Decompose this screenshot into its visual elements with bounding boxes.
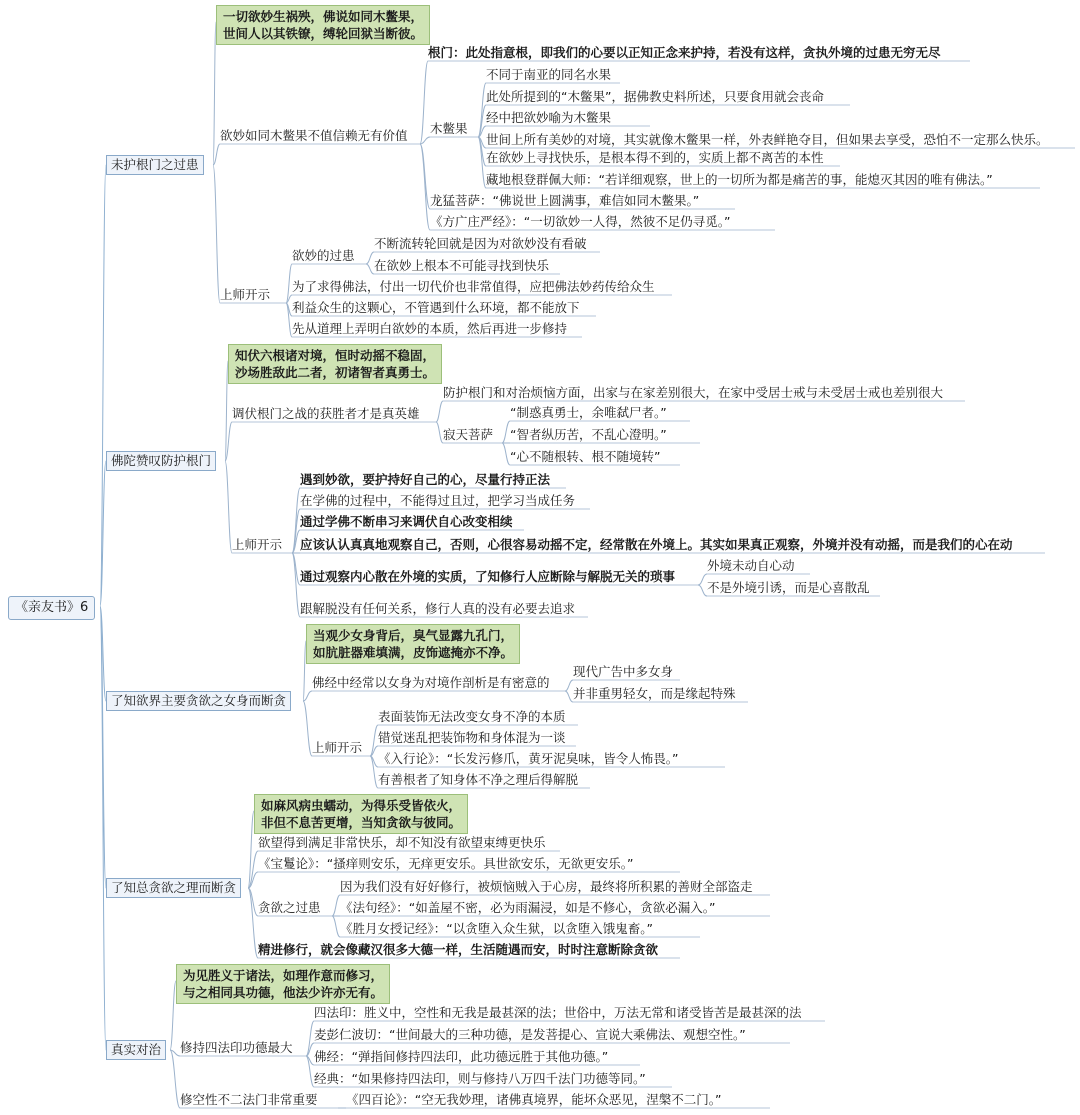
verse-block <box>216 5 430 45</box>
verse-line: 如麻风病虫蠕动，为得乐受皆依火， <box>261 798 462 813</box>
node-text[interactable]: 并非重男轻女，而是缘起特殊 <box>573 686 736 701</box>
connector-line <box>420 144 430 230</box>
node-text[interactable]: 应该认认真真地观察自己，否则，心很容易动摇不定，经常散在外境上。其实如果真正观察，外境并没有动摇，而是我们的心在动 <box>300 537 1013 552</box>
branch-label[interactable]: 上师开示 <box>312 740 363 755</box>
connector-line <box>248 851 258 888</box>
verse-line: 一切欲妙生祸殃，佛说如同木鳖果， <box>223 9 424 24</box>
verse-line: 为见胜义于诸法，如理作意而修习， <box>183 968 384 983</box>
node-text[interactable]: 因为我们没有好好修行，被烦恼贼入于心房，最终将所积累的善财全部盗走 <box>340 879 753 894</box>
node-text[interactable]: 不断流转轮回就是因为对欲妙没有看破 <box>374 236 587 251</box>
branch-label[interactable]: 寂天菩萨 <box>443 427 494 442</box>
branch-label[interactable]: 贪欲之过患 <box>258 900 321 915</box>
connector-line <box>478 137 486 188</box>
connector-line <box>366 252 374 264</box>
verse-line: 与之相同具功德，他法少许亦无有。 <box>183 985 384 1000</box>
connector-line <box>366 264 374 274</box>
node-text[interactable]: 精进修行，就会像藏汉很多大德一样，生活随遇而安，时时注意断除贪欲 <box>258 942 659 957</box>
topic-true-antidote[interactable]: 真实对治 <box>106 1040 166 1060</box>
topic-unprotected-gates[interactable]: 未护根门之过患 <box>106 155 204 175</box>
verse-block <box>306 624 520 664</box>
connector-line <box>332 916 340 937</box>
connector-line <box>170 1050 180 1108</box>
connector-line <box>698 585 707 596</box>
root-node[interactable]: 《亲友书》6 <box>8 596 95 620</box>
node-text[interactable]: 外境未动自心动 <box>707 558 795 573</box>
branch-label[interactable]: 木鳖果 <box>430 121 468 136</box>
verse-line: 如肮脏器难填满，皮饰遮掩亦不净。 <box>313 645 514 660</box>
connector-line <box>420 61 428 144</box>
node-text[interactable]: 根门：此处指意根，即我们的心要以正知正念来护持，若没有这样，贪执外境的过患无穷无尽 <box>428 45 941 60</box>
node-text[interactable]: 《胜月女授记经》：“以贪堕入众生狱，以贪堕入饿鬼畜。” <box>340 921 653 936</box>
node-text[interactable]: 龙猛菩萨：“佛说世上圆满事，难信如同木鳖果。” <box>430 193 700 208</box>
connector-line <box>303 701 312 756</box>
node-text[interactable]: 藏地根登群佩大师：“若详细观察，世上的一切所为都是痛苦的事，能熄灭其因的唯有佛法。” <box>486 172 993 187</box>
connector-line <box>698 574 707 585</box>
node-text[interactable]: 《入行论》：“长发污修爪，黄牙泥臭味，皆令人怖畏。” <box>378 751 679 766</box>
node-text[interactable]: 遇到妙欲，要护持好自己的心，尽量行持正法 <box>300 472 551 487</box>
node-text[interactable]: 现代广告中多女身 <box>573 664 674 679</box>
node-text[interactable]: 在欲妙上根本不可能寻找到快乐 <box>374 258 550 273</box>
branch-label[interactable]: 欲妙如同木鳖果不值信赖无有价值 <box>220 128 408 143</box>
connector-line <box>248 888 258 958</box>
branch-label[interactable]: 上师开示 <box>232 537 283 552</box>
verse-line: 知伏六根诸对境，恒时动摇不稳固， <box>235 348 436 363</box>
node-text[interactable]: 经典：“如果修持四法印，则与修持八万四千法门功德等同。” <box>314 1071 646 1086</box>
node-text[interactable]: 《宝鬘论》：“搔痒则安乐，无痒更安乐。具世欲安乐，无欲更安乐。” <box>258 856 634 871</box>
node-text[interactable]: 经中把欲妙喻为木鳖果 <box>486 110 612 125</box>
connector-line <box>225 461 232 553</box>
verse-line: 非但不息苦更增，当知贪欲与彼同。 <box>261 815 462 830</box>
connector-line <box>332 895 340 916</box>
verse-block <box>176 964 390 1004</box>
node-text[interactable]: 利益众生的这颗心，不管遇到什么环境，都不能放下 <box>292 300 580 315</box>
verse-block <box>254 794 468 834</box>
node-text[interactable]: 《法句经》：“如盖屋不密，必为雨漏浸，如是不修心，贪欲必漏入。” <box>340 900 716 915</box>
connector-line <box>213 165 220 303</box>
branch-label[interactable]: 佛经中经常以女身为对境作剖析是有密意的 <box>312 675 550 690</box>
node-text[interactable]: 在学佛的过程中，不能得过且过，把学习当成任务 <box>300 493 576 508</box>
verse-line: 世间人以其铁镣，缚轮回狱当断彼。 <box>223 26 424 41</box>
node-text[interactable]: 《方广庄严经》：“一切欲妙一人得，然彼不足仍寻觅。” <box>430 214 731 229</box>
node-text[interactable]: 错觉迷乱把装饰物和身体混为一谈 <box>378 730 566 745</box>
node-text[interactable]: 不同于南亚的同名水果 <box>486 67 612 82</box>
connector-line <box>565 691 573 702</box>
node-text[interactable]: 防护根门和对治烦恼方面，出家与在家差别很大，在家中受居士戒与未受居士戒也差别很大 <box>443 385 944 400</box>
node-text[interactable]: 先从道理上弄明白欲妙的本质，然后再进一步修持 <box>292 321 568 336</box>
connector-line <box>502 421 510 443</box>
branch-label[interactable]: 修持四法印功德最大 <box>180 1040 293 1055</box>
connector-line <box>436 422 443 443</box>
node-text[interactable]: 不是外境引诱，而是心喜散乱 <box>707 580 870 595</box>
node-text[interactable]: 通过观察内心散在外境的实质，了知修行人应断除与解脱无关的琐事 <box>300 569 676 584</box>
node-text[interactable]: “智者纵历苦，不乱心澄明。” <box>510 427 667 442</box>
node-text[interactable]: 为了求得佛法，付出一切代价也非常值得，应把佛法妙药传给众生 <box>292 279 655 294</box>
branch-label[interactable]: 修空性不二法门非常重要 <box>180 1092 318 1107</box>
node-text[interactable]: 麦彭仁波切：“世间最大的三种功德，是发菩提心、宣说大乘佛法、观想空性。” <box>314 1027 746 1042</box>
connector-line <box>565 680 573 691</box>
connector-line <box>502 443 510 465</box>
branch-label[interactable]: 欲妙的过患 <box>292 248 355 263</box>
node-text[interactable]: “心不随根转、根不随境转” <box>510 449 661 464</box>
verse-block <box>228 344 442 384</box>
node-text[interactable]: 有善根者了知身体不净之理后得解脱 <box>378 772 579 787</box>
node-text[interactable]: 世间上所有美妙的对境，其实就像木鳖果一样，外表鲜艳夺目，但如果去享受，恐怕不一定那么快乐。 <box>486 132 1049 147</box>
node-text[interactable]: 表面装饰无法改变女身不净的本质 <box>378 709 566 724</box>
node-text[interactable]: 跟解脱没有任何关系，修行人真的没有必要去追求 <box>300 601 576 616</box>
verse-line: 沙场胜敌此二者，初诸智者真勇士。 <box>235 365 436 380</box>
topic-buddha-praise[interactable]: 佛陀赞叹防护根门 <box>106 451 216 471</box>
connector-line <box>292 553 300 617</box>
connector-line <box>100 606 106 1050</box>
node-text[interactable]: 此处所提到的“木鳖果”，据佛教史料所述，只要食用就会丧命 <box>486 89 824 104</box>
branch-label[interactable]: 调伏根门之战的获胜者才是真英雄 <box>232 406 420 421</box>
node-text[interactable]: 佛经：“弹指间修持四法印，此功德远胜于其他功德。” <box>314 1049 609 1064</box>
verse-line: 当观少女身背后，臭气显露九孔门， <box>313 628 514 643</box>
topic-general-desire[interactable]: 了知总贪欲之理而断贪 <box>106 878 241 898</box>
node-text[interactable]: 通过学佛不断串习来调伏自心改变相续 <box>300 514 513 529</box>
node-text[interactable]: 四法印：胜义中，空性和无我是最甚深的法；世俗中，万法无常和诸受皆苦是最甚深的法 <box>314 1005 802 1020</box>
node-text[interactable]: 《四百论》：“空无我妙理，诸佛真境界，能坏众恶见，涅槃不二门。” <box>346 1092 722 1107</box>
node-text[interactable]: “制惑真勇士，余唯弑尸者。” <box>510 405 667 420</box>
connector-line <box>420 144 430 209</box>
node-text[interactable]: 在欲妙上寻找快乐，是根本得不到的，实质上都不离苦的本性 <box>486 150 824 165</box>
connector-line <box>478 83 486 137</box>
connector-line <box>303 691 312 701</box>
node-text[interactable]: 欲望得到满足非常快乐，却不知没有欲望束缚更快乐 <box>258 835 546 850</box>
topic-female-body[interactable]: 了知欲界主要贪欲之女身而断贪 <box>106 691 291 711</box>
connector-line <box>436 401 443 422</box>
branch-label[interactable]: 上师开示 <box>220 287 271 302</box>
